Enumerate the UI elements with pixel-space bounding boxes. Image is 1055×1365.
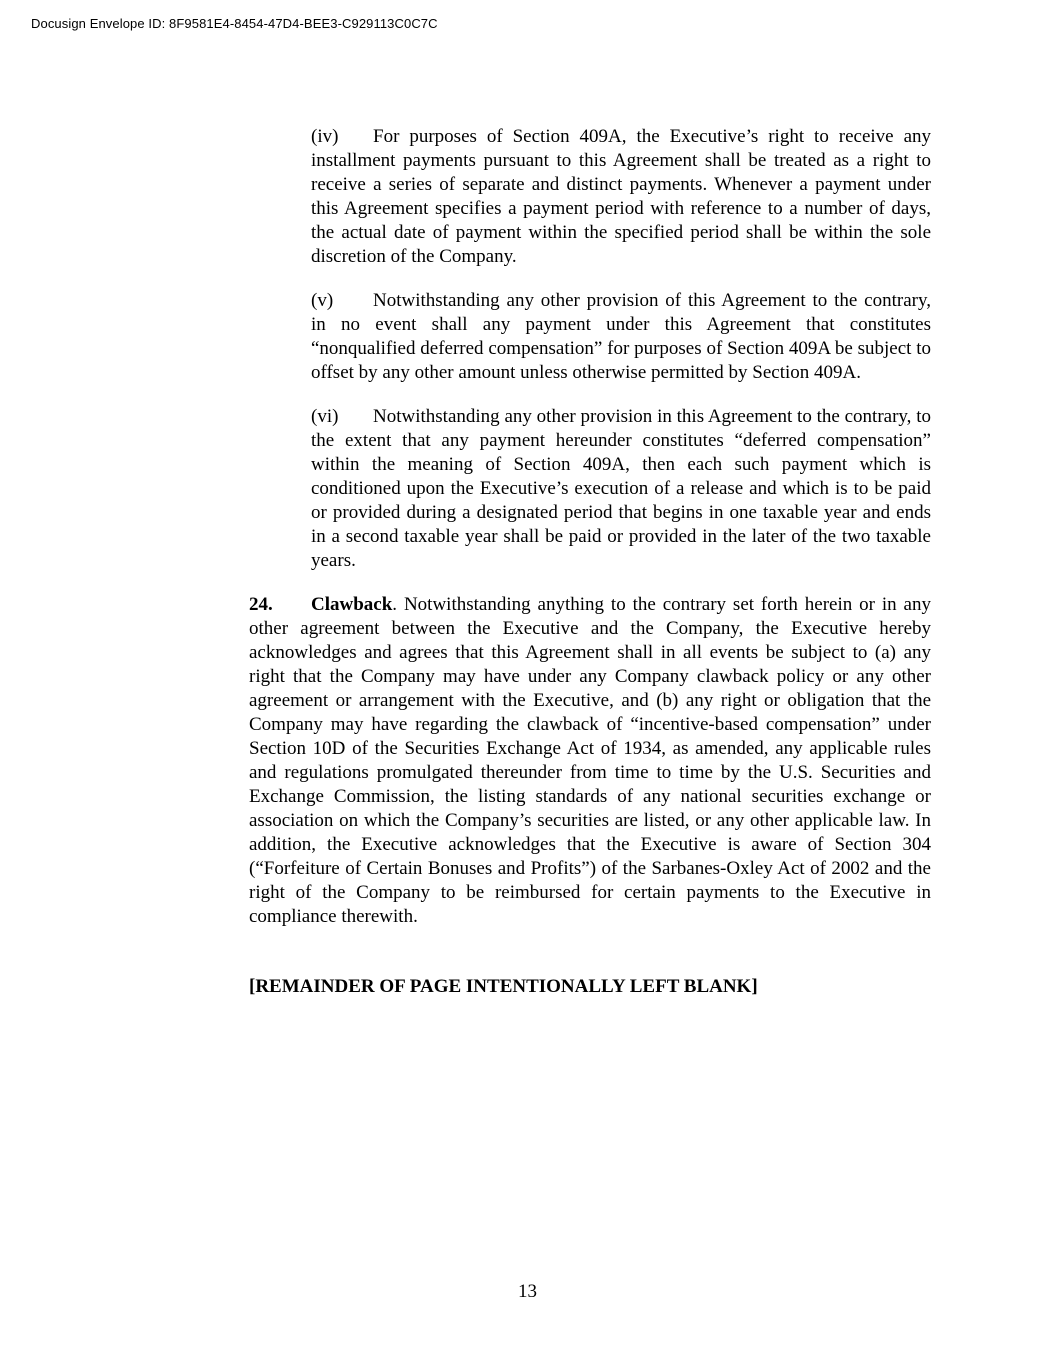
paragraph-text: For purposes of Section 409A, the Executive’s right to receive any installment payments pursuant to this Agreement shall be treated as a right to receive a series of separate and distinct payments. Whenever a payment under this Agreement specifies a payment period with reference to a number of days, the actual date of payment within the specified period shall be within the sole discretion of the Company. [311,126,931,267]
paragraph-text: Notwithstanding any other provision in this Agreement to the contrary, to the extent that any payment hereunder constitutes “deferred compensation” within the meaning of Section 409A, then each such payment which is conditioned upon the Executive’s execution of a release and which is to be paid or provided during a designated period that begins in one taxable year and ends in a second taxable year shall be paid or provided in the later of the two taxable years. [311,406,931,571]
envelope-id: Docusign Envelope ID: 8F9581E4-8454-47D4-BEE3-C929113C0C7C [31,16,438,31]
paragraph-vi [187,405,931,573]
paragraph-text: Notwithstanding any other provision of this Agreement to the contrary, in no event shall any payment under this Agreement that constitutes “nonqualified deferred compensation” for purposes of Section 409A be subject to offset by any other amount unless otherwise permitted by Section 409A. [311,290,931,383]
paragraph-v [187,289,931,385]
document-body [187,125,931,999]
page-number: 13 [518,1281,537,1302]
section-title: Clawback [311,594,393,615]
section-24-clawback [187,593,931,929]
remainder-blank-note: [REMAINDER OF PAGE INTENTIONALLY LEFT BLANK] [249,976,758,997]
section-number: 24. [249,594,273,615]
section-text: . Notwithstanding anything to the contrary set forth herein or in any other agreement between the Executive and the Company, the Executive hereby acknowledges and agrees that this Agreement shall in all events be subject to (a) any right that the Company may have under any Company clawback policy or any other agreement or arrangement with the Executive, and (b) any right or obligation that the Company may have regarding the clawback of “incentive-based compensation” under Section 10D of the Securities Exchange Act of 1934, as amended, any applicable rules and regulations promulgated thereunder from time to time by the U.S. Securities and Exchange Commission, the listing standards of any national securities exchange or association on which the Company’s securities are listed, or any other applicable law. In addition, the Executive acknowledges that the Executive is aware of Section 304 (“Forfeiture of Certain Bonuses and Profits”) of the Sarbanes-Oxley Act of 2002 and the right of the Company to be reimbursed for certain payments to the Executive in compliance therewith. [249,594,931,927]
paragraph-number: (v) [311,290,334,311]
paragraph-number: (vi) [311,406,339,427]
paragraph-iv [187,125,931,269]
paragraph-number: (iv) [311,126,339,147]
